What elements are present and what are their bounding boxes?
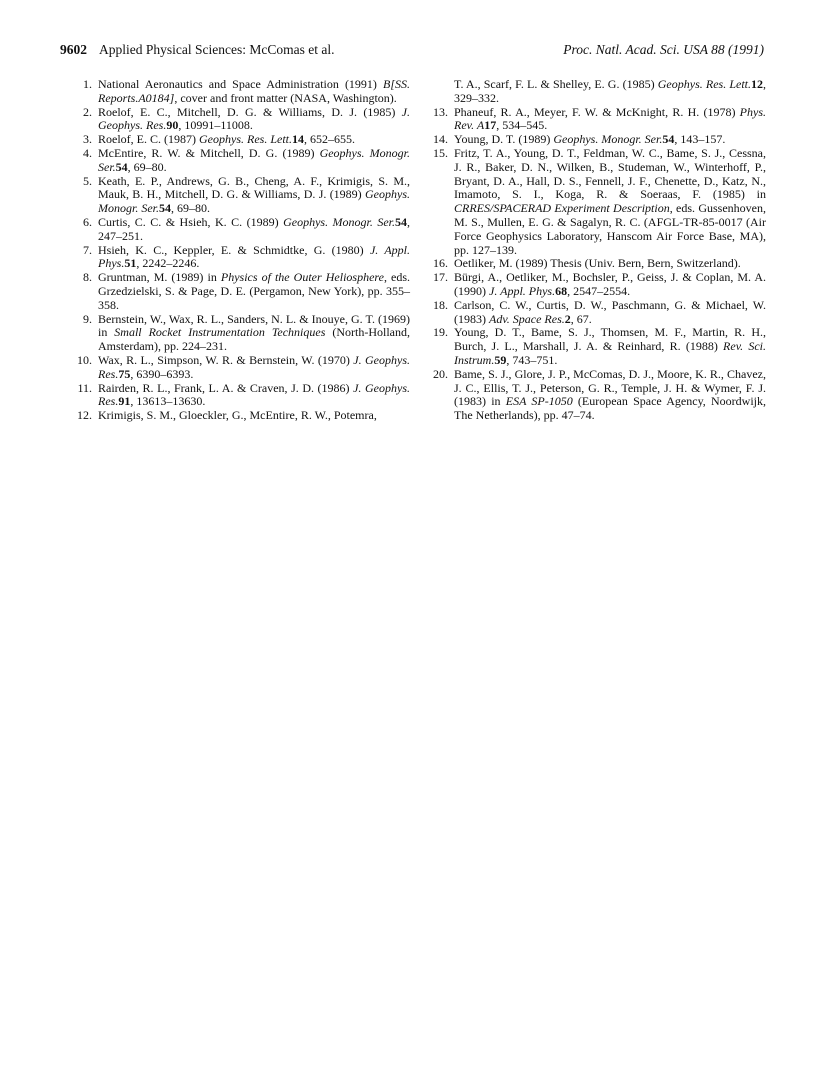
reference-number: 4. [83, 145, 92, 160]
reference-number: 18. [433, 297, 448, 312]
reference-volume: 54 [115, 159, 128, 174]
reference-text: T. A., Scarf, F. L. & Shelley, E. G. (1985) [454, 77, 658, 91]
reference-pages: , 69–80. [127, 159, 167, 174]
reference-pages: , 13613–13630. [130, 394, 206, 409]
reference-number: 6. [83, 214, 92, 229]
reference-source: ESA SP-1050 [505, 394, 573, 409]
reference-text: Bernstein, W., Wax, R. L., Sanders, N. L. & Inouye, G. T. (1969) in [98, 311, 410, 340]
reference-number: 20. [433, 366, 448, 381]
reference-number: 17. [433, 270, 448, 285]
reference-volume: 91 [118, 394, 131, 409]
reference-volume: 17 [484, 118, 497, 133]
reference-pages: , 69–80. [171, 201, 211, 216]
reference-item [72, 244, 410, 272]
reference-item [428, 133, 766, 147]
reference-pages: , 743–751. [506, 352, 558, 367]
reference-source: Small Rocket Instrumentation Techniques [114, 325, 326, 340]
references-left-column [72, 78, 410, 423]
reference-text: Young, D. T. (1989) [454, 132, 554, 147]
reference-volume: 59 [494, 352, 507, 367]
reference-pages: (European Space Agency, Noordwijk, The Netherlands), pp. 47–74. [454, 394, 766, 423]
reference-pages: , eds. Gussenhoven, M. S., Mullen, E. G. & Sagalyn, R. C. (AFGL-TR-85-0017 (Air Force Geophysics Laboratory, Hanscom Air Force Base, MA), pp. 127–139. [454, 201, 767, 257]
reference-source: J. Geophys. Res. [98, 104, 410, 133]
reference-item [428, 106, 766, 134]
journal-citation: Proc. Natl. Acad. Sci. USA 88 (1991) [563, 42, 764, 57]
reference-source: B[SS. Reports.A0184] [98, 77, 410, 105]
reference-number: 1. [83, 77, 92, 91]
running-header [60, 42, 764, 62]
reference-source: Geophys. Res. Lett. [657, 77, 752, 91]
reference-source: Phys. Rev. A [454, 104, 766, 133]
page-number: 9602 [60, 42, 87, 57]
reference-number: 7. [83, 242, 92, 257]
reference-volume: 68 [555, 283, 568, 298]
reference-item [72, 106, 410, 134]
reference-source: Geophys. Monogr. Ser. [98, 187, 410, 216]
reference-number: 11. [77, 380, 92, 395]
reference-number: 14. [433, 132, 448, 147]
reference-source: Geophys. Monogr. Ser. [98, 145, 410, 174]
reference-pages: , 247–251. [98, 214, 410, 243]
reference-text: Hsieh, K. C., Keppler, E. & Schmidtke, G. (1980) [98, 242, 370, 257]
reference-text: Bame, S. J., Glore, J. P., McComas, D. J., Moore, K. R., Chavez, J. C., Ellis, T. J., Peterson, G. R., Temple, J. H. & Wymer, F. J. (1983) in [454, 366, 766, 409]
reference-volume: 54 [395, 214, 407, 229]
reference-volume: 75 [118, 366, 131, 381]
reference-pages: , 6390–6393. [130, 366, 194, 381]
reference-volume: 54 [159, 201, 172, 216]
reference-text: Fritz, T. A., Young, D. T., Feldman, W. C., Bame, S. J., Cessna, J. R., Baker, D. N., Wilken, B., Studeman, W., Winterhoff, P., Bryant, D. A., Hall, D. S., Fennell, J. F., Chenette, D., Katz, N., Imamoto, S. I., Koga, R. & Soeraas, F. (1985) in [454, 145, 766, 202]
reference-volume: 12 [751, 77, 764, 91]
reference-source: J. Appl. Phys. [489, 283, 556, 298]
reference-number: 3. [83, 132, 92, 147]
reference-source: Adv. Space Res. [489, 311, 565, 326]
reference-item [428, 257, 766, 271]
reference-item [72, 271, 410, 312]
reference-text: Gruntman, M. (1989) in [98, 270, 221, 285]
reference-source: CRRES/SPACERAD Experiment Description [454, 201, 670, 216]
reference-text: Rairden, R. L., Frank, L. A. & Craven, J. D. (1986) [98, 380, 354, 395]
reference-item [428, 368, 766, 423]
reference-item [72, 216, 410, 244]
reference-pages: , 67. [570, 311, 592, 326]
reference-number: 15. [433, 145, 448, 160]
reference-volume: 54 [662, 132, 675, 147]
reference-item [428, 326, 766, 367]
reference-pages: , eds. Grzedzielski, S. & Page, D. E. (Pergamon, New York), pp. 355–358. [98, 270, 411, 312]
reference-text: Roelof, E. C., Mitchell, D. G. & Williams, D. J. (1985) [98, 104, 402, 119]
reference-source: J. Appl. Phys. [98, 242, 410, 271]
reference-text: Phaneuf, R. A., Meyer, F. W. & McKnight, R. H. (1978) [454, 104, 740, 119]
reference-text: Oetliker, M. (1989) Thesis (Univ. Bern, Bern, Switzerland). [454, 256, 741, 271]
reference-pages: , 534–545. [496, 118, 548, 133]
reference-pages: , 2242–2246. [136, 256, 200, 271]
reference-text: McEntire, R. W. & Mitchell, D. G. (1989) [98, 145, 320, 160]
reference-item [72, 382, 410, 410]
reference-text: Keath, E. P., Andrews, G. B., Cheng, A. F., Krimigis, S. M., Mauk, B. H., Mitchell, D. G. & Williams, D. J. (1989) [98, 173, 410, 202]
reference-source: Physics of the Outer Heliosphere [220, 270, 384, 285]
reference-number: 19. [433, 325, 448, 340]
reference-volume: 51 [124, 256, 137, 271]
section-title: Applied Physical Sciences: McComas et al. [99, 42, 335, 57]
reference-item [428, 147, 766, 257]
reference-text: Krimigis, S. M., Gloeckler, G., McEntire, R. W., Potemra, [98, 408, 377, 423]
reference-number: 10. [77, 352, 92, 367]
reference-pages: , 652–655. [303, 132, 355, 147]
reference-source: Geophys. Monogr. Ser. [283, 214, 395, 229]
reference-number: 8. [83, 270, 92, 285]
reference-pages: , 329–332. [454, 77, 767, 105]
reference-text: Carlson, C. W., Curtis, D. W., Paschmann, G. & Michael, W. (1983) [454, 297, 766, 326]
reference-pages: , 10991–11008. [178, 118, 253, 133]
reference-text: Bürgi, A., Oetliker, M., Bochsler, P., Geiss, J. & Coplan, M. A. (1990) [454, 270, 766, 298]
reference-pages: (North-Holland, Amsterdam), pp. 224–231. [98, 325, 410, 354]
reference-pages: , cover and front matter (NASA, Washington). [174, 90, 397, 105]
reference-item [428, 271, 766, 299]
reference-item [72, 175, 410, 216]
reference-item [72, 133, 410, 147]
reference-number: 9. [83, 311, 92, 326]
reference-item [72, 78, 410, 106]
reference-number: 12. [77, 408, 92, 423]
reference-item [428, 299, 766, 327]
reference-number: 16. [433, 256, 448, 271]
reference-text: Young, D. T., Bame, S. J., Thomsen, M. F., Martin, R. H., Burch, J. L., Marshall, J. A. & Reinhard, R. (1988) [454, 325, 766, 354]
reference-volume: 14 [291, 132, 304, 147]
reference-item [72, 409, 410, 423]
reference-item [72, 313, 410, 354]
reference-text: Roelof, E. C. (1987) [98, 132, 199, 147]
reference-number: 2. [83, 104, 92, 119]
reference-pages: , 143–157. [674, 132, 726, 147]
header-left [60, 42, 334, 58]
reference-volume: 2 [564, 311, 571, 326]
reference-source: J. Geophys. Res. [98, 352, 410, 381]
reference-text: Curtis, C. C. & Hsieh, K. C. (1989) [98, 214, 284, 229]
reference-source: Geophys. Res. Lett. [199, 132, 292, 147]
reference-pages: , 2547–2554. [567, 283, 631, 298]
reference-volume: 90 [166, 118, 179, 133]
reference-number: 5. [83, 173, 92, 188]
reference-text: Wax, R. L., Simpson, W. R. & Bernstein, W. (1970) [98, 352, 354, 367]
reference-item [72, 147, 410, 175]
reference-text: National Aeronautics and Space Administration (1991) [98, 77, 383, 91]
reference-source: J. Geophys. Res. [98, 380, 410, 409]
reference-source: Geophys. Monogr. Ser. [553, 132, 663, 147]
references-right-column [428, 78, 766, 423]
reference-source: Rev. Sci. Instrum. [454, 339, 766, 367]
reference-number: 13. [433, 104, 448, 119]
reference-item [72, 354, 410, 382]
reference-item [428, 78, 766, 106]
